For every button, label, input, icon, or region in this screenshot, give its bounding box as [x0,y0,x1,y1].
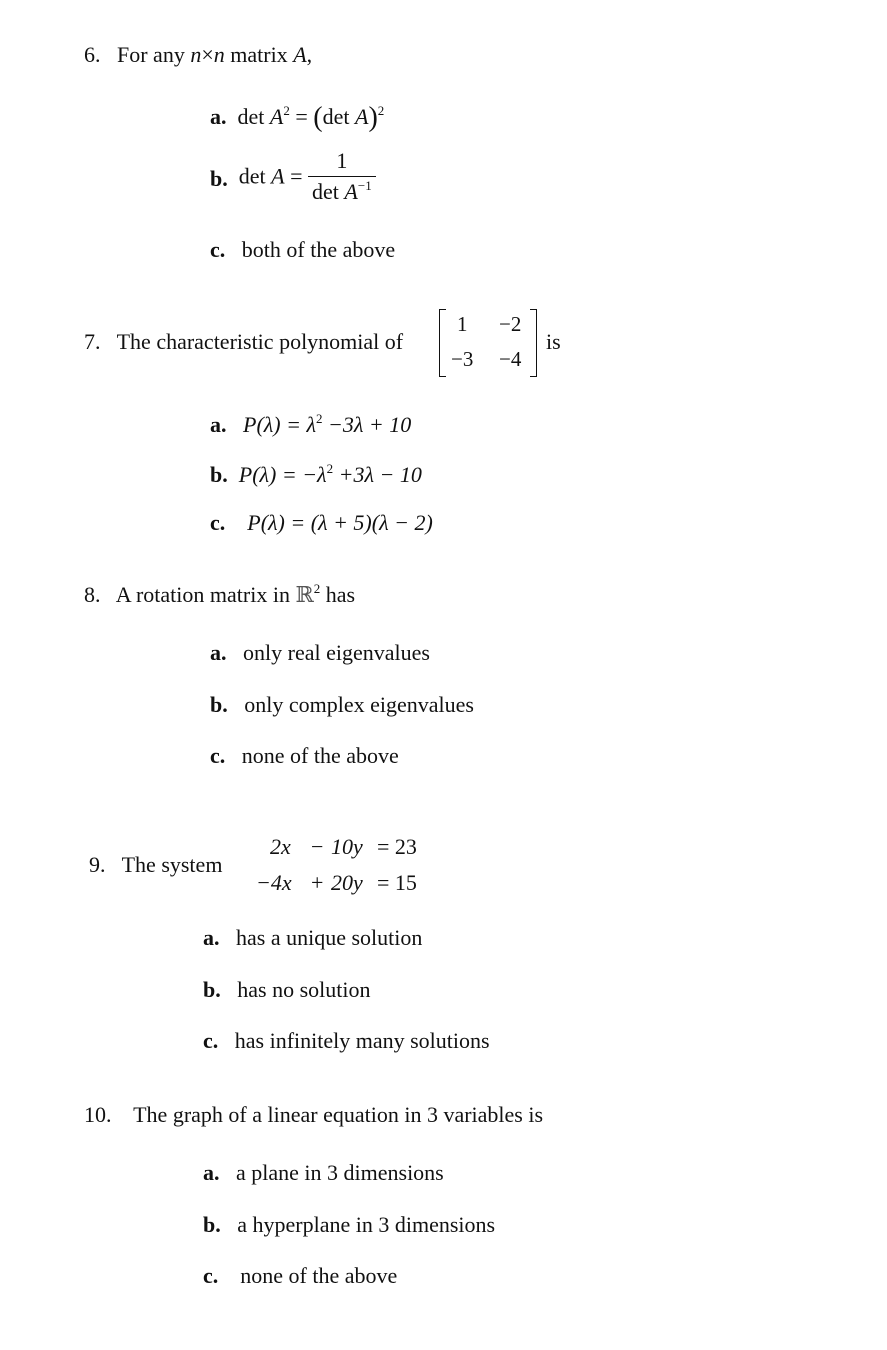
question-8-option-b[interactable] [210,694,474,716]
eq-term: 20y [331,870,363,895]
stem-text: For any [117,42,185,67]
math-text: −3λ + 10 [322,412,412,437]
question-10-option-a[interactable] [203,1162,444,1184]
matrix-cell: −4 [499,347,522,371]
math-text: det [322,104,350,129]
option-text: a hyperplane in 3 dimensions [237,1212,496,1237]
option-label: c. [203,1263,219,1288]
math-paren: ) [368,102,378,133]
math-var: λ [306,412,316,437]
math-text: det [237,104,265,129]
option-text: both of the above [241,237,396,262]
stem-text: , [306,42,313,67]
eq-term: −4x [256,870,292,895]
question-7-option-b[interactable] [210,461,422,487]
math-paren: ( [313,102,323,133]
math-exponent: 2 [283,103,290,118]
option-text: none of the above [241,743,399,768]
option-text: has no solution [237,977,371,1002]
option-label: a. [203,925,220,950]
question-8-option-c[interactable] [210,745,399,767]
math-exponent: 2 [316,411,323,426]
stem-text: matrix [230,42,288,67]
math-text: +3λ − 10 [333,462,422,487]
question-9-option-a[interactable] [203,927,422,949]
math-text: P(λ) = (λ + 5)(λ − 2) [247,510,433,535]
question-7-option-c[interactable] [210,512,433,534]
option-text: only real eigenvalues [243,640,430,665]
math-text: det [312,179,339,204]
option-label: b. [210,692,228,717]
math-op: × [201,42,214,67]
stem-text: has [325,582,356,607]
matrix-cell: 1 [457,312,468,336]
eq-op: − [311,834,324,859]
question-10-option-b[interactable] [203,1214,495,1236]
eq-term: 10y [331,834,363,859]
question-6-option-a[interactable] [210,102,385,133]
option-label: c. [210,510,226,535]
question-8-option-a[interactable] [210,642,430,664]
option-label: b. [203,977,221,1002]
math-op: = [295,104,308,129]
stem-text: The characteristic polynomial of [116,329,404,354]
question-6-stem [84,44,312,66]
question-number: 9. [89,852,106,877]
question-9-option-c[interactable] [203,1030,490,1052]
fraction-numerator: 1 [336,148,348,173]
math-exponent: −1 [357,178,372,193]
question-7-stem-suffix: is [546,329,561,354]
math-text: P(λ) = [243,412,301,437]
matrix-right-bracket [530,309,537,377]
option-text: a plane in 3 dimensions [236,1160,444,1185]
question-7-stem [84,331,403,353]
eq-term: 2x [270,834,291,859]
option-text: has infinitely many solutions [234,1028,490,1053]
option-text: none of the above [240,1263,398,1288]
matrix [439,309,537,377]
option-text: only complex eigenvalues [244,692,474,717]
question-7-option-a[interactable] [210,411,412,437]
math-op: = [290,163,303,189]
option-label: a. [210,104,227,129]
option-label: c. [203,1028,219,1053]
fraction [308,150,376,203]
eq-op: + [311,870,324,895]
math-set: ℝ [295,582,314,607]
math-exponent: 2 [313,581,321,596]
stem-text: The graph of a linear equation in 3 variables is [133,1102,544,1127]
matrix-left-bracket [439,309,446,377]
eq-rhs: = 15 [377,870,417,895]
question-8-stem [84,581,356,607]
eq-rhs: = 23 [377,834,417,859]
math-var: A [354,104,369,129]
stem-text: A rotation matrix in [115,582,290,607]
question-6-option-c[interactable] [210,239,395,261]
math-var: A [293,42,307,67]
fraction-denominator [308,176,376,203]
option-label: b. [210,462,228,487]
math-text: det [238,163,266,189]
question-number: 10. [84,1102,112,1127]
option-text: has a unique solution [236,925,423,950]
option-label: a. [203,1160,220,1185]
option-label: b. [203,1212,221,1237]
math-var: A [271,163,285,189]
option-label: c. [210,237,226,262]
stem-text: The system [121,852,223,877]
math-var: n [190,42,202,67]
question-number: 8. [84,582,101,607]
option-label: a. [210,640,227,665]
math-var: A [344,179,358,204]
matrix-cell: −3 [451,347,474,371]
question-number: 7. [84,329,101,354]
math-exponent: 2 [326,461,334,476]
option-label: a. [210,412,227,437]
option-label: c. [210,743,226,768]
question-6-option-b[interactable] [210,148,376,205]
question-9-stem [89,854,222,876]
question-10-stem [84,1104,543,1126]
question-number: 6. [84,42,101,67]
math-var: A [269,104,284,129]
math-exponent: 2 [377,103,385,118]
math-var: n [213,42,225,67]
option-label: b. [210,165,228,191]
matrix-cell: −2 [499,312,522,336]
question-10-option-c[interactable] [203,1265,397,1287]
math-text: P(λ) = −λ [238,462,327,487]
question-9-option-b[interactable] [203,979,370,1001]
